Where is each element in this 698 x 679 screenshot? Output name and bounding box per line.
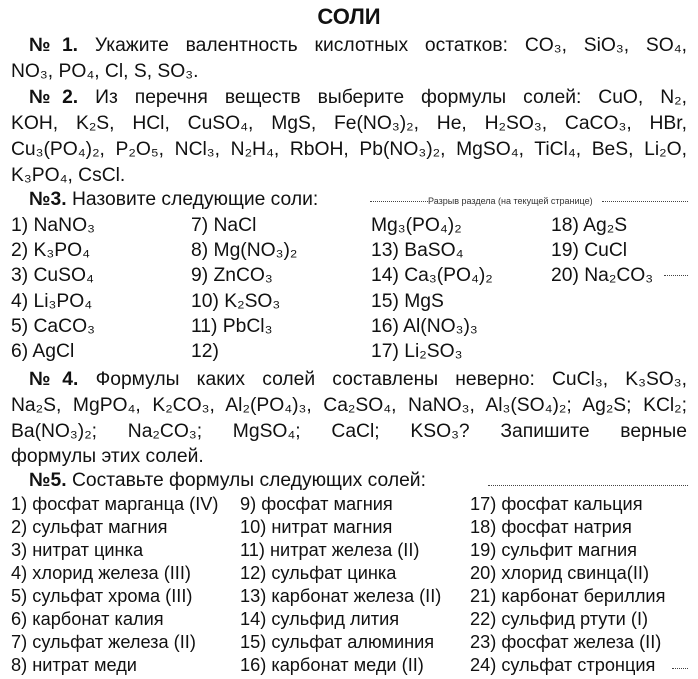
task5-salt-item: 17) фосфат кальция <box>470 494 643 514</box>
task5-salt-item: 5) сульфат хрома (III) <box>11 586 193 606</box>
line-end-dots <box>664 275 688 276</box>
task5-salt-item: 14) сульфид лития <box>240 609 400 629</box>
task3-salt-item: 5) CaCO₃ <box>11 315 95 337</box>
task3-number: №3. <box>29 189 67 210</box>
task5-salt-item: 20) хлорид свинца(II) <box>470 563 650 583</box>
task5-heading <box>11 468 687 494</box>
task3-salt-item: 14) Ca₃(PO₄)₂ <box>371 265 493 287</box>
task5-salt-item: 2) сульфат магния <box>11 517 168 537</box>
task3-salt-item: 9) ZnCO₃ <box>191 265 273 287</box>
section-break-dots-right <box>602 201 688 202</box>
task2-line-1 <box>11 85 687 111</box>
task4-line-1 <box>11 367 687 393</box>
task4-line-3: Ba(NO₃)₂; Na₂CO₃; MgSO₄; CaCl; KSO₃? Запишите верные <box>11 421 687 442</box>
task3-salt-item: 3) CuSO₄ <box>11 265 94 287</box>
task5-salt-item: 7) сульфат железа (II) <box>11 632 196 652</box>
task5-salt-item: 15) сульфат алюминия <box>240 632 435 652</box>
task3-salt-item: 17) Li₂SO₃ <box>371 341 463 362</box>
task5-salt-item: 12) сульфат цинка <box>240 563 397 583</box>
task3-text: Назовите следующие соли: <box>71 189 319 210</box>
task1-line-1 <box>11 33 687 59</box>
task3-salt-item: 7) NaCl <box>191 215 257 236</box>
task5-salt-item: 23) фосфат железа (II) <box>470 632 662 652</box>
task5-salt-item: 16) карбонат меди (II) <box>240 655 424 675</box>
task5-salt-item: 3) нитрат цинка <box>11 540 144 560</box>
section-break-note: Разрыв раздела (на текущей странице) <box>428 196 593 206</box>
task5-salt-item: 24) сульфат стронция <box>470 655 656 675</box>
section-break-dots-left <box>370 201 428 202</box>
task5-heading-dots <box>488 485 688 486</box>
task2-number: №2. <box>29 87 79 108</box>
task4-line-2: Na₂S, MgPO₄, K₂CO₃, Al₂(PO₄)₃, Ca₂SO₄, NaNO₃, Al₃(SO₄)₂; Ag₂S; KCl₂; <box>11 395 687 416</box>
task5-salt-item: 9) фосфат магния <box>240 494 393 514</box>
task3-salt-item: 16) Al(NO₃)₃ <box>371 315 478 337</box>
task2-line-2: KOH, K₂S, HCl, CuSO₄, MgS, Fe(NO₃)₂, He, H₂SO₃, CaCO₃, HBr, <box>11 113 687 134</box>
task5-salt-item: 8) нитрат меди <box>11 655 137 675</box>
task5-salt-item: 18) фосфат натрия <box>470 517 632 537</box>
page-title: СОЛИ <box>317 4 381 29</box>
task3-salt-item: 15) MgS <box>371 290 444 312</box>
task5-salt-item: 4) хлорид железа (III) <box>11 563 191 583</box>
task4-text: Формулы каких солей составлены неверно: CuCl₃, K₃SO₃, <box>95 369 688 390</box>
task3-salt-item: 6) AgCl <box>11 341 75 362</box>
task5-salt-item: 13) карбонат железа (II) <box>240 586 442 606</box>
task3-salt-item: 12) <box>191 341 219 362</box>
task5-salt-item: 11) нитрат железа (II) <box>240 540 420 560</box>
task3-salt-item: 4) Li₃PO₄ <box>11 290 93 312</box>
task1-number: №1. <box>29 35 79 56</box>
task3-salt-item: 8) Mg(NO₃)₂ <box>191 240 298 262</box>
task5-number: №5. <box>29 470 67 491</box>
task3-salt-item: Mg₃(PO₄)₂ <box>371 215 462 236</box>
task5-salt-item: 6) карбонат калия <box>11 609 164 629</box>
task2-line-3: Cu₃(PO₄)₂, P₂O₅, NCl₃, N₂H₄, RbOH, Pb(NO₃)₂, MgSO₄, TiCl₄, BeS, Li₂O, <box>11 139 687 160</box>
task4-line-4: формулы этих солей. <box>11 446 204 467</box>
task1-text: Укажите валентность кислотных остатков: CO₃, SiO₃, SO₄, <box>94 35 687 56</box>
task3-salt-item: 20) Na₂CO₃ <box>551 265 654 287</box>
task3-salt-item: 13) BaSO₄ <box>371 240 464 262</box>
task3-salt-item: 1) NaNO₃ <box>11 215 95 236</box>
last-line-dots <box>672 668 688 669</box>
task1-line-2: NO₃, PO₄, Cl, S, SO₃. <box>11 61 199 82</box>
task3-salt-item: 10) K₂SO₃ <box>191 290 281 312</box>
task3-salt-item: 11) PbCl₃ <box>191 315 273 337</box>
task5-salt-item: 19) сульфит магния <box>470 540 638 560</box>
task3-salt-item: 2) K₃PO₄ <box>11 240 90 262</box>
task2-text: Из перечня веществ выберите формулы солей: CuO, N₂, <box>95 87 687 108</box>
task5-salt-item: 1) фосфат марганца (IV) <box>11 494 219 514</box>
task2-line-4: K₃PO₄, CsCl. <box>11 165 126 186</box>
task3-salt-item: 19) CuCl <box>551 240 628 262</box>
task5-salt-item: 10) нитрат магния <box>240 517 393 537</box>
task5-text: Составьте формулы следующих солей: <box>71 470 426 491</box>
task5-salt-item: 22) сульфид ртути (I) <box>470 609 649 629</box>
task4-number: №4. <box>29 369 79 390</box>
task5-salt-item: 21) карбонат бериллия <box>470 586 666 606</box>
task3-salt-item: 18) Ag₂S <box>551 215 628 236</box>
